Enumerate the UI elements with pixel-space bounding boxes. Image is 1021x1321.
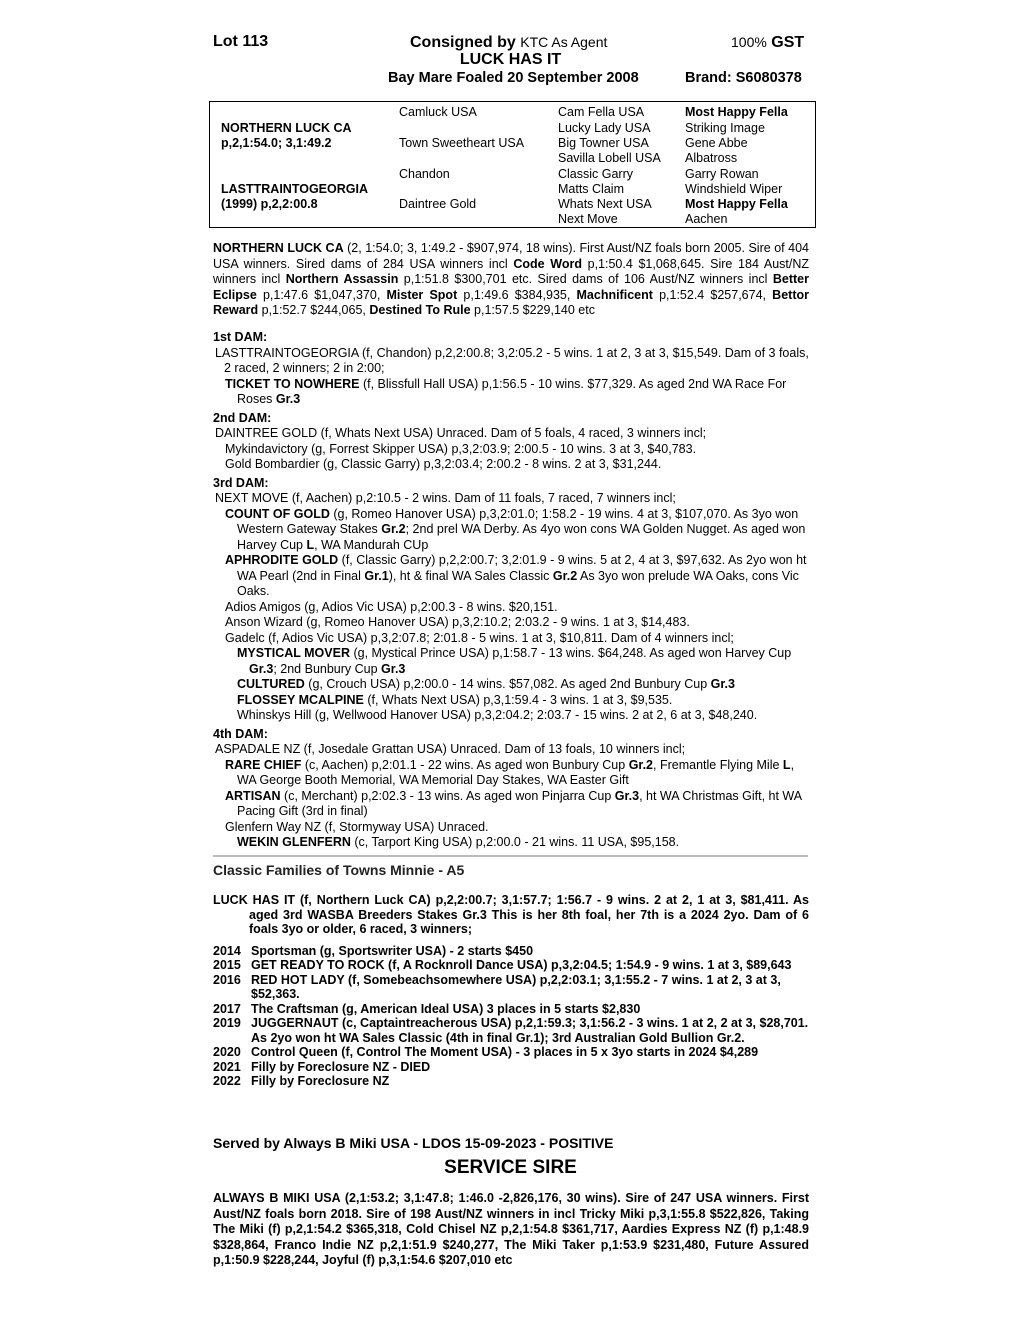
horse-description: Bay Mare Foaled 20 September 2008: [388, 70, 639, 86]
produce-year: 2022: [213, 1074, 241, 1088]
grade: L: [782, 757, 791, 772]
consignor: KTC As Agent: [520, 34, 608, 50]
grade: Gr.2: [628, 757, 654, 772]
pedigree-g4: Albatross: [685, 151, 738, 165]
produce-text: Filly by Foreclosure NZ - DIED: [251, 1059, 431, 1074]
pedigree-g3: Lucky Lady USA: [558, 121, 651, 135]
offspring-name: FLOSSEY MCALPINE: [237, 692, 364, 707]
offspring-text: (c, Merchant) p,2:02.3 - 13 wins. As aged won Pinjarra Cup: [280, 788, 615, 803]
produce-row: [213, 1002, 809, 1017]
dam-lines: [213, 330, 809, 851]
lot-number: Lot 113: [213, 33, 269, 50]
family-line: Classic Families of Towns Minnie - A5: [213, 862, 465, 878]
pedigree-g3: Next Move: [558, 212, 618, 226]
pedigree-g2: Daintree Gold: [399, 197, 477, 211]
dam3-grand-offspring: [213, 693, 809, 709]
sire-name: NORTHERN LUCK CA: [213, 241, 344, 255]
dam4-offspring: [213, 758, 809, 789]
pedigree-g3: Big Towner USA: [558, 136, 649, 150]
sire-text: p,1:52.7 $244,065,: [258, 303, 370, 317]
dam2-offspring: Gold Bombardier (g, Classic Garry) p,3,2:03.4; 2:00.2 - 8 wins. 2 at 3, $31,244.: [225, 457, 662, 471]
offspring-text: ), ht & final WA Sales Classic: [388, 568, 553, 583]
pedigree-sire-record: p,2,1:54.0; 3,1:49.2: [221, 136, 332, 150]
offspring-name: CULTURED: [237, 677, 305, 691]
dam1-main: LASTTRAINTOGEORGIA (f, Chandon) p,2,2:00.8; 3,2:05.2 - 5 wins. 1 at 2, 3 at 3, $15,549. Dam of 3 foals, 2 raced, 2 winners; 2 in 2:00;: [215, 345, 809, 375]
dam2-offspring: Mykindavictory (g, Forrest Skipper USA) p,3,2:03.9; 2:00.5 - 10 wins. 3 at 3, $40,783.: [225, 441, 697, 456]
sire-text: p,1:50.4 $1,068,645. Sire 184 Aust/NZ winners incl: [213, 256, 810, 286]
produce-text: The Craftsman (g, American Ideal USA) 3 places in 5 starts $2,830: [251, 1001, 641, 1016]
dam3-offspring: Anson Wizard (g, Romeo Hanover USA) p,3,2:10.2; 2:03.2 - 9 wins. 1 at 3, $14,483.: [225, 615, 690, 629]
sire-text: p,1:47.6 $1,047,370,: [256, 287, 387, 302]
sire-highlight: Code Word: [513, 256, 582, 271]
produce-text: Filly by Foreclosure NZ: [251, 1074, 390, 1088]
consigned-label: Consigned by: [410, 34, 516, 51]
section-divider: [213, 855, 808, 857]
produce-year: 2021: [213, 1059, 241, 1074]
produce-text: JUGGERNAUT (c, Captaintreacherous USA) p,2,1:59.3; 3,1:56.2 - 3 wins. 1 at 2, 2 at 3, $28,701. As 2yo won ht WA Sales Classic (4th in final Gr.1); 3rd Australian Gold Bullion Gr.2.: [251, 1016, 809, 1045]
pedigree-g3: Matts Claim: [558, 182, 624, 196]
offspring-text: As 3yo won prelude WA Oaks, cons Vic Oaks.: [237, 568, 799, 598]
served-line: Served by Always B Miki USA - LDOS 15-09-2023 - POSITIVE: [213, 1135, 614, 1151]
produce-record: [213, 893, 809, 1089]
dam3-offspring: [213, 507, 809, 554]
offspring-text: (g, Mystical Prince USA) p,1:58.7 - 13 wins. $64,248. As aged won Harvey Cup: [349, 646, 792, 660]
produce-year: 2015: [213, 958, 241, 972]
sire-highlight: Bettor Reward: [213, 287, 809, 317]
sire-highlight: Better Eclipse: [213, 272, 809, 302]
consigned-line: [410, 33, 607, 52]
grade: Gr.1: [364, 568, 389, 583]
dam3-grand-offspring: Whinskys Hill (g, Wellwood Hanover USA) p,3,2:04.2; 2:03.7 - 15 wins. 2 at 2, 6 at 3, $48,240.: [237, 708, 758, 722]
pedigree-g2: Town Sweetheart USA: [399, 136, 525, 150]
pedigree-dam-record: (1999) p,2,2:00.8: [221, 197, 318, 211]
produce-text: Control Queen (f, Control The Moment USA) - 3 places in 5 x 3yo starts in 2024 $4,289: [251, 1045, 759, 1059]
grade: Gr.3: [614, 788, 640, 803]
sire-text: p,1:57.5 $229,140 etc: [470, 303, 595, 317]
produce-row: [213, 1016, 809, 1045]
offspring-name: ARTISAN: [225, 788, 281, 803]
dam3-heading: 3rd DAM:: [213, 475, 269, 490]
offspring-text: , Fremantle Flying Mile: [653, 757, 783, 772]
dam4-offspring: [213, 789, 809, 820]
pedigree-g4: Aachen: [685, 212, 728, 226]
offspring-text: (g, Crouch USA) p,2:00.0 - 14 wins. $57,082. As aged 2nd Bunbury Cup: [304, 677, 711, 691]
service-sire-text: ALWAYS B MIKI USA (2,1:53.2; 3,1:47.8; 1:46.0 -2,826,176, 30 wins). Sire of 247 USA winners. First Aust/NZ foals born 2018. Sire of 198 Aust/NZ winners in incl Tricky Miki p,3,1:55.8 $522,826, Taking The Miki (f) p,2,1:54.2 $365,318, Cold Chisel NZ p,2,1:54.8 $361,717, Aardies Express NZ (f) p,1:48.9 $328,864, Franco Indie NZ p,2,1:51.9 $240,277, The Miki Taker p,1:53.9 $231,480, Future Assured p,1:50.9 $228,244, Joyful (f) p,3,1:54.6 $207,010 etc: [213, 1191, 809, 1267]
grade: Gr.3: [249, 661, 274, 676]
gst-line: [731, 33, 804, 52]
sire-text: p,1:51.8 $300,701 etc. Sired dams of 106 Aust/NZ winners incl: [398, 272, 773, 286]
dam4-main: ASPADALE NZ (f, Josedale Grattan USA) Unraced. Dam of 13 foals, 10 winners incl;: [215, 742, 686, 756]
grade: Gr.2: [552, 568, 578, 583]
produce-row: [213, 1074, 809, 1089]
produce-main: LUCK HAS IT (f, Northern Luck CA) p,2,2:00.7; 3,1:57.7; 1:56.7 - 9 wins. 2 at 2, 1 at 3, $81,411. As aged 3rd WASBA Breeders Stakes Gr.3 This is her 8th foal, her 7th is a 2024 2yo. Dam of 6 foals 3yo or older, 6 raced, 3 winners;: [213, 893, 809, 936]
grade: L: [306, 537, 315, 552]
gst-label: GST: [771, 34, 805, 51]
offspring-text: , ht WA Christmas Gift, ht WA Pacing Gift (3rd in final): [237, 788, 802, 818]
pedigree-g2: Chandon: [399, 167, 450, 181]
brand: Brand: S6080378: [685, 70, 802, 86]
offspring-name: RARE CHIEF: [225, 757, 302, 772]
dam3-main: NEXT MOVE (f, Aachen) p,2:10.5 - 2 wins. Dam of 11 foals, 7 raced, 7 winners incl;: [215, 491, 676, 505]
sire-highlight: Machnificent: [576, 287, 653, 302]
offspring-text: , WA George Booth Memorial, WA Memorial Day Stakes, WA Easter Gift: [237, 757, 795, 787]
produce-row: [213, 944, 809, 959]
pedigree-g2: Camluck USA: [399, 105, 477, 119]
pedigree-g4: Windshield Wiper: [685, 182, 783, 196]
produce-year: 2019: [213, 1016, 241, 1030]
pedigree-g4: Gene Abbe: [685, 136, 748, 150]
grade: Gr.3: [381, 661, 406, 676]
gst-percent: 100%: [731, 34, 767, 50]
produce-text: Sportsman (g, Sportswriter USA) - 2 starts $450: [251, 943, 534, 958]
pedigree-g4: Garry Rowan: [685, 167, 759, 181]
horse-name: LUCK HAS IT: [459, 51, 562, 68]
sire-highlight: Northern Assassin: [285, 272, 399, 286]
produce-year: 2014: [213, 943, 241, 958]
produce-row: [213, 973, 809, 1002]
produce-year: 2017: [213, 1001, 241, 1016]
dam3-offspring: Gadelc (f, Adios Vic USA) p,3,2:07.8; 2:01.8 - 5 wins. 1 at 3, $10,811. Dam of 4 winners incl;: [225, 630, 734, 645]
pedigree-g4: Most Happy Fella: [685, 197, 788, 211]
offspring-name: APHRODITE GOLD: [225, 553, 339, 567]
offspring-text: (f, Blissfull Hall USA) p,1:56.5 - 10 wins. $77,329. As aged 2nd WA Race For Roses: [237, 376, 787, 406]
offspring-name: TICKET TO NOWHERE: [225, 376, 360, 391]
dam4-grand-offspring: [213, 835, 809, 851]
offspring-name: WEKIN GLENFERN: [237, 835, 351, 849]
produce-year: 2016: [213, 972, 241, 987]
offspring-name: COUNT OF GOLD: [225, 506, 330, 521]
offspring-text: (f, Whats Next USA) p,3,1:59.4 - 3 wins. 1 at 3, $9,535.: [363, 692, 673, 707]
offspring-text: (c, Aachen) p,2:01.1 - 22 wins. As aged won Bunbury Cup: [301, 757, 629, 772]
pedigree-g3: Savilla Lobell USA: [558, 151, 661, 165]
dam1-offspring: [213, 377, 809, 408]
produce-row: [213, 1060, 809, 1075]
produce-text: RED HOT LADY (f, Somebeachsomewhere USA) p,2,2:03.1; 3,1:55.2 - 7 wins. 1 at 2, 3 at 3, $52,363.: [251, 972, 781, 1001]
pedigree-g3: Cam Fella USA: [558, 105, 645, 119]
pedigree-g4: Striking Image: [685, 121, 765, 135]
dam3-grand-offspring: [213, 646, 809, 677]
offspring-text: (c, Tarport King USA) p,2:00.0 - 21 wins. 11 USA, $95,158.: [350, 835, 680, 849]
sire-text: p,1:52.4 $257,674,: [652, 287, 773, 302]
dam3-offspring: Adios Amigos (g, Adios Vic USA) p,2:00.3 - 8 wins. $20,151.: [225, 599, 558, 614]
dam3-offspring: [213, 553, 809, 600]
produce-text: GET READY TO ROCK (f, A Rocknroll Dance USA) p,3,2:04.5; 1:54.9 - 9 wins. 1 at 3, $89,643: [251, 958, 792, 972]
pedigree-table: [209, 101, 816, 228]
offspring-text: (f, Classic Garry) p,2,2:00.7; 3,2:01.9 - 9 wins. 5 at 2, 4 at 3, $97,632. As 2yo won ht WA Pearl (2nd in Final: [237, 553, 807, 583]
offspring-text: ; 2nd Bunbury Cup: [273, 661, 382, 676]
offspring-name: MYSTICAL MOVER: [237, 646, 350, 660]
dam1-heading: 1st DAM:: [213, 330, 268, 344]
dam2-heading: 2nd DAM:: [213, 410, 272, 425]
sire-highlight: Mister Spot: [386, 287, 458, 302]
grade: Gr.3: [275, 392, 301, 406]
pedigree-g3: Whats Next USA: [558, 197, 652, 211]
sire-text: p,1:49.6 $384,935,: [457, 287, 577, 302]
pedigree-dam: LASTTRAINTOGEORGIA: [221, 182, 368, 196]
produce-row: [213, 1045, 809, 1060]
sire-highlight: Destined To Rule: [369, 303, 471, 317]
grade: Gr.3: [710, 677, 735, 691]
grade: Gr.2: [381, 522, 406, 536]
service-sire-heading: SERVICE SIRE: [444, 1157, 577, 1178]
sire-text: (2, 1:54.0; 3, 1:49.2 - $907,974, 18 wins). First Aust/NZ foals born 2005. Sire of 404 USA winners. Sired dams of 284 USA winners incl: [213, 241, 809, 271]
offspring-text: (g, Romeo Hanover USA) p,3,2:01.0; 1:58.2 - 19 wins. 4 at 3, $107,070. As 3yo won Western Gateway Stakes: [237, 506, 799, 536]
pedigree-g3: Classic Garry: [558, 167, 634, 181]
dam2-main: DAINTREE GOLD (f, Whats Next USA) Unraced. Dam of 5 foals, 4 raced, 3 winners incl;: [215, 426, 707, 440]
sire-paragraph: [213, 241, 809, 319]
dam4-offspring: Glenfern Way NZ (f, Stormyway USA) Unraced.: [225, 819, 489, 834]
dam3-grand-offspring: [213, 677, 809, 693]
produce-row: [213, 958, 809, 973]
offspring-text: , WA Mandurah CUp: [314, 537, 429, 552]
offspring-text: ; 2nd prel WA Derby. As 4yo won cons WA Golden Nugget. As aged won Harvey Cup: [237, 522, 806, 552]
produce-rows: [213, 944, 809, 1089]
produce-year: 2020: [213, 1045, 241, 1059]
pedigree-sire: NORTHERN LUCK CA: [221, 121, 352, 135]
dam4-heading: 4th DAM:: [213, 726, 268, 741]
pedigree-g4: Most Happy Fella: [685, 105, 788, 119]
